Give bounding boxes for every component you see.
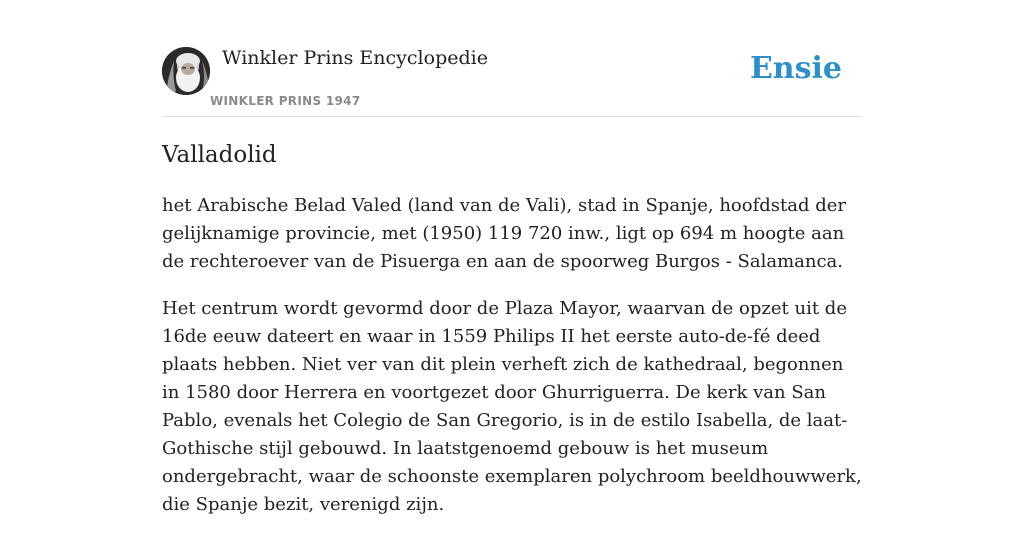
brand-logo[interactable]: Ensie	[749, 51, 842, 86]
source-subtitle[interactable]: WINKLER PRINS 1947	[210, 94, 361, 108]
bearded-man-portrait-icon	[162, 47, 210, 95]
article-body	[162, 192, 862, 538]
article-paragraph: het Arabische Belad Valed (land van de Vali), stad in Spanje, hoofdstad der gelijknamige provincie, met (1950) 119 720 inw., ligt op 694 m hoogte aan de rechteroever van de Pisuerga en aan de spoorweg Burgos - Salamanca.	[162, 195, 847, 272]
article-title: Valladolid	[162, 142, 277, 168]
avatar[interactable]	[162, 47, 210, 95]
source-header	[162, 0, 862, 117]
page-container	[162, 0, 862, 515]
article-paragraph: Het centrum wordt gevormd door de Plaza Mayor, waarvan de opzet uit de 16de eeuw dateert en waar in 1559 Philips II het eerste auto-de-fé deed plaats hebben. Niet ver van dit plein verheft zich de kathedraal, begonnen in 1580 door Herrera en voortgezet door Ghurriguerra. De kerk van San Pablo, evenals het Colegio de San Gregorio, is in de estilo Isabella, de laat-Gothische stijl gebouwd. In laatstgenoemd gebouw is het museum ondergebracht, waar de schoonste exemplaren polychroom beeldhouwwerk, die Spanje bezit, verenigd zijn.	[162, 298, 862, 515]
source-title[interactable]: Winkler Prins Encyclopedie	[222, 47, 488, 69]
